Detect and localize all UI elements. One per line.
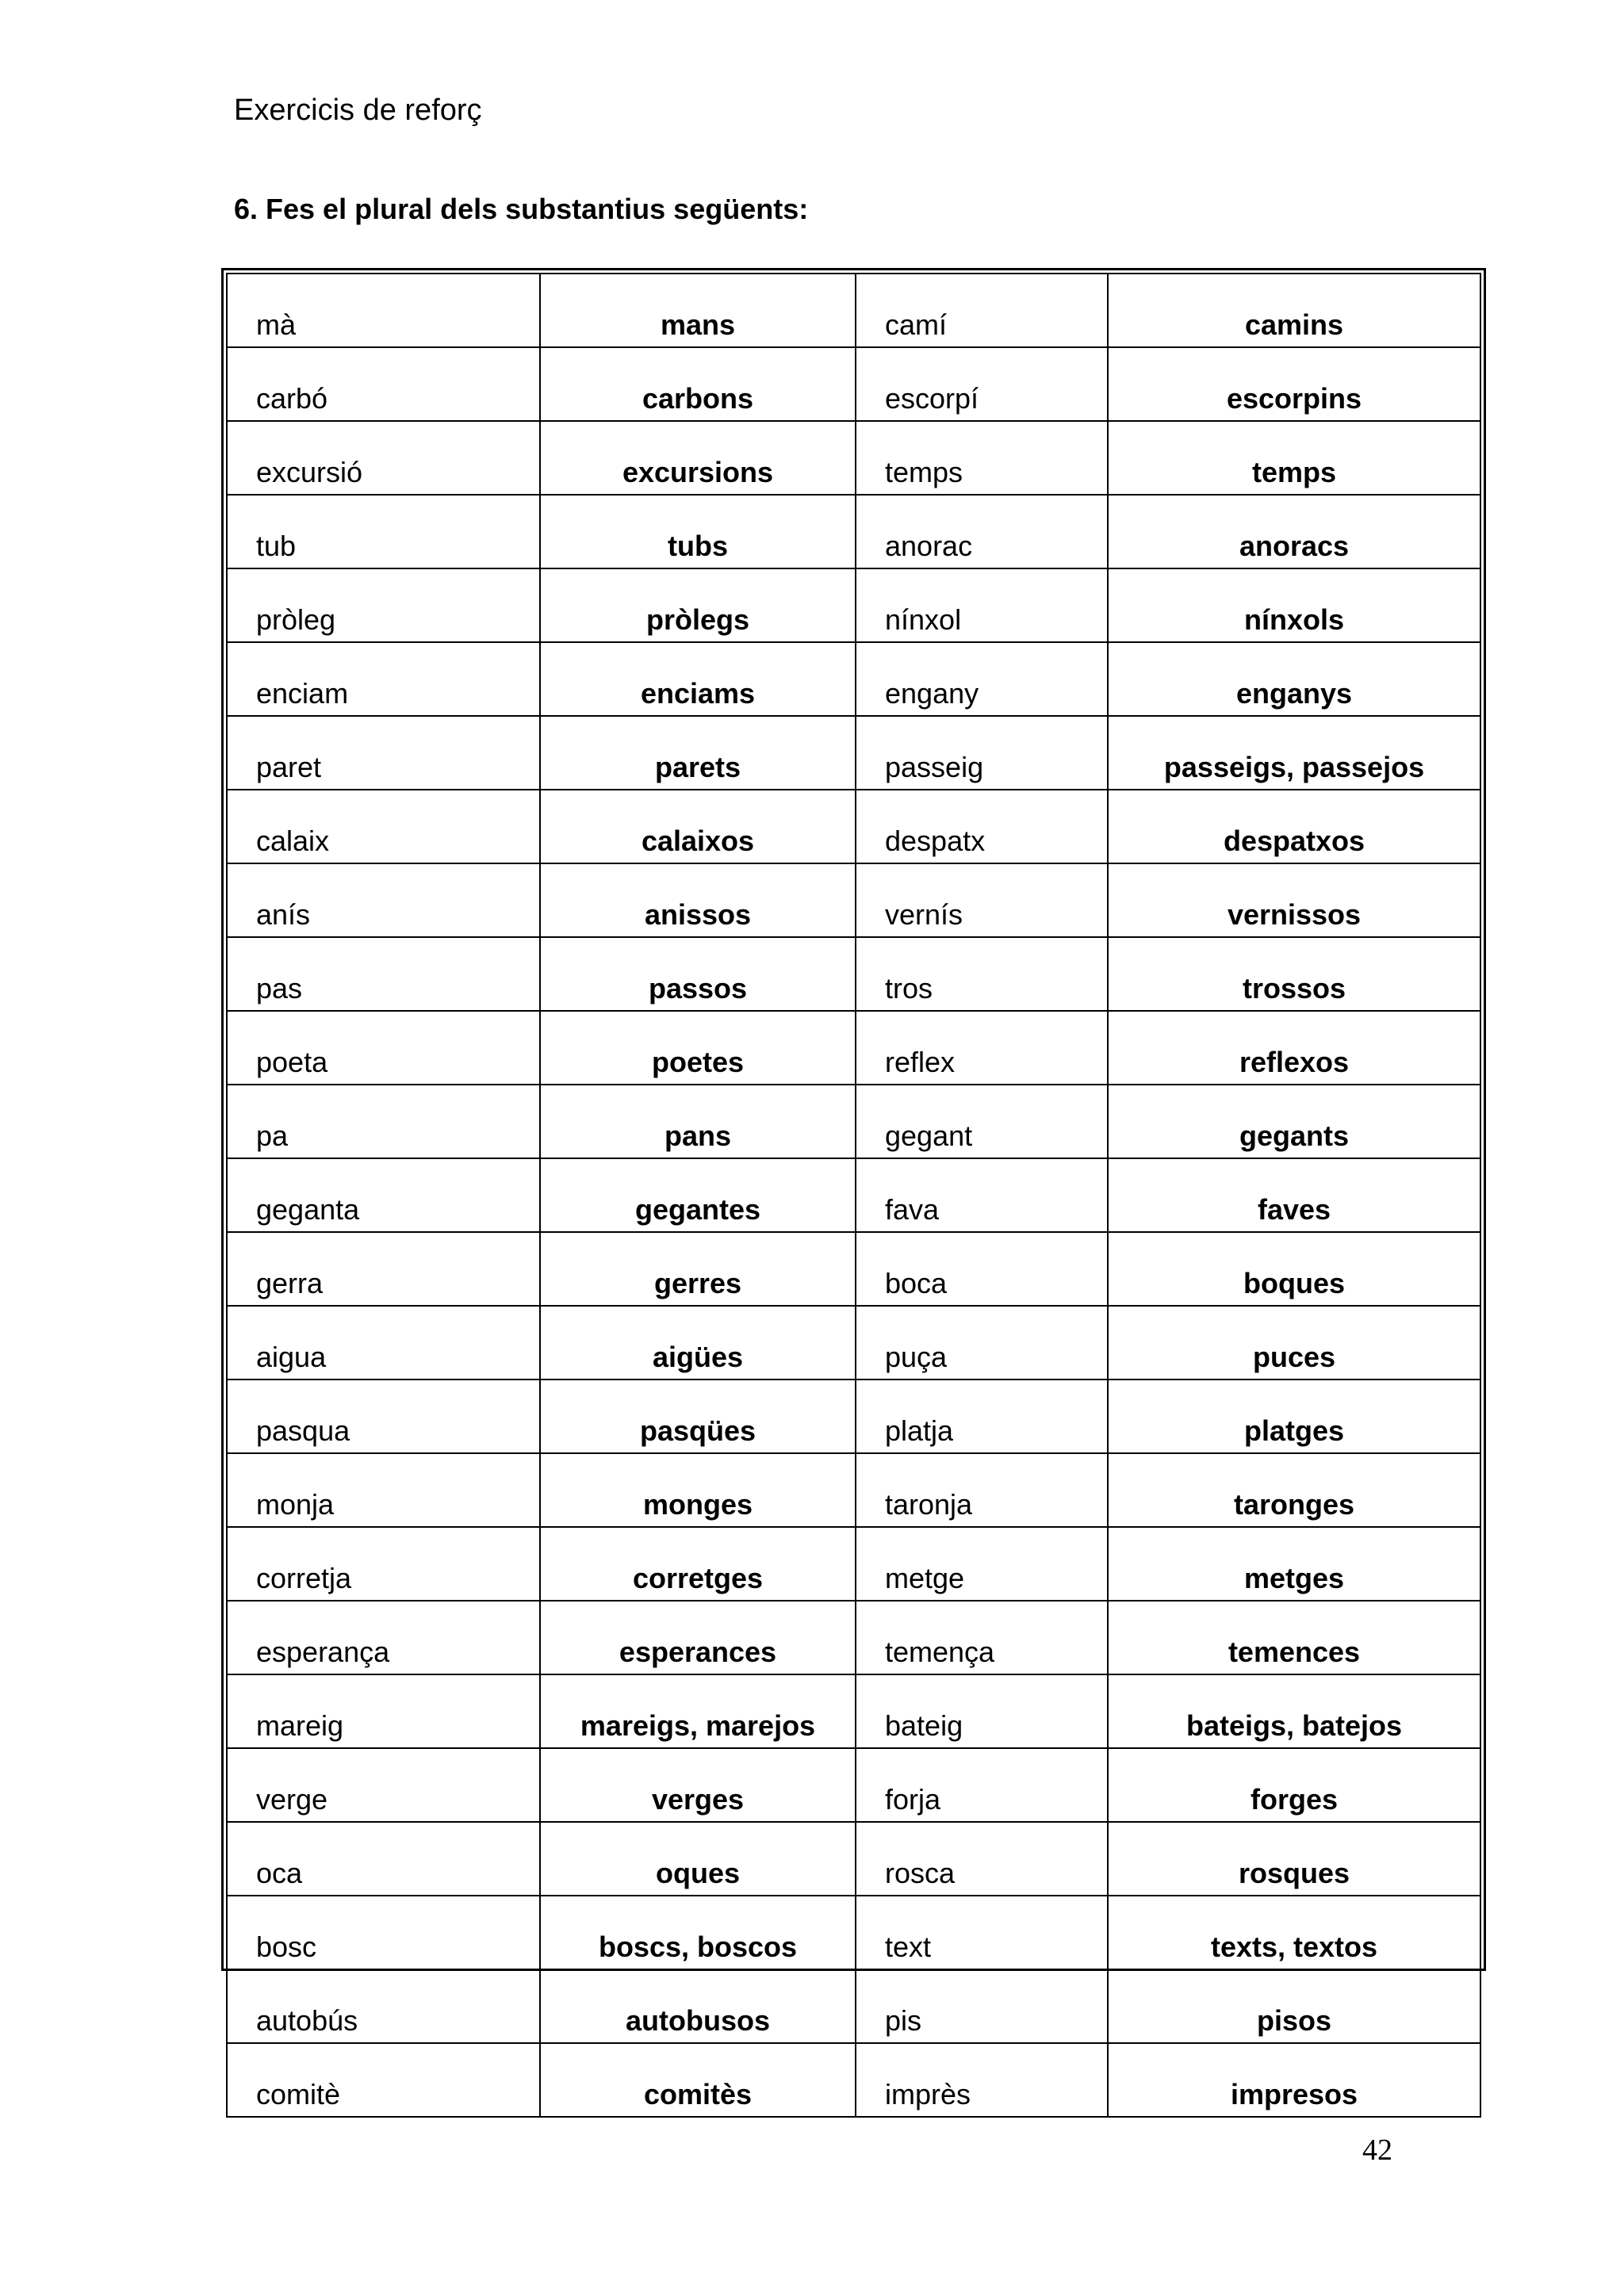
- singular-right-cell: nínxol: [856, 568, 1108, 642]
- table-row: [227, 421, 1480, 495]
- plural-right-cell: temps: [1108, 421, 1480, 495]
- singular-left-cell: carbó: [227, 347, 540, 421]
- singular-left-cell: monja: [227, 1453, 540, 1527]
- plural-right-cell: anoracs: [1108, 495, 1480, 568]
- singular-left-cell: excursió: [227, 421, 540, 495]
- plural-right-cell: faves: [1108, 1158, 1480, 1232]
- plural-left-cell: tubs: [540, 495, 856, 568]
- singular-right-cell: taronja: [856, 1453, 1108, 1527]
- plural-right-cell: pisos: [1108, 1969, 1480, 2043]
- singular-right-cell: vernís: [856, 863, 1108, 937]
- singular-left-cell: mareig: [227, 1674, 540, 1748]
- singular-left-cell: pa: [227, 1085, 540, 1158]
- plural-right-cell: texts, textos: [1108, 1896, 1480, 1969]
- singular-right-cell: puça: [856, 1306, 1108, 1380]
- table-row: [227, 2043, 1480, 2117]
- table-row: [227, 347, 1480, 421]
- plural-right-cell: metges: [1108, 1527, 1480, 1601]
- singular-right-cell: tros: [856, 937, 1108, 1011]
- table-row: [227, 790, 1480, 863]
- plural-left-cell: anissos: [540, 863, 856, 937]
- table-row: [227, 1158, 1480, 1232]
- singular-right-cell: engany: [856, 642, 1108, 716]
- plural-left-cell: pròlegs: [540, 568, 856, 642]
- singular-left-cell: aigua: [227, 1306, 540, 1380]
- plural-left-cell: poetes: [540, 1011, 856, 1085]
- plural-left-cell: verges: [540, 1748, 856, 1822]
- plural-table-body: [227, 274, 1480, 2117]
- singular-left-cell: esperança: [227, 1601, 540, 1674]
- table-row: [227, 1674, 1480, 1748]
- singular-right-cell: temença: [856, 1601, 1108, 1674]
- plural-left-cell: parets: [540, 716, 856, 790]
- plural-right-cell: puces: [1108, 1306, 1480, 1380]
- singular-left-cell: poeta: [227, 1011, 540, 1085]
- plural-left-cell: corretges: [540, 1527, 856, 1601]
- plural-right-cell: nínxols: [1108, 568, 1480, 642]
- singular-right-cell: camí: [856, 274, 1108, 347]
- table-row: [227, 1085, 1480, 1158]
- plural-right-cell: enganys: [1108, 642, 1480, 716]
- plural-left-cell: monges: [540, 1453, 856, 1527]
- plural-left-cell: pasqües: [540, 1380, 856, 1453]
- singular-left-cell: enciam: [227, 642, 540, 716]
- plural-left-cell: gerres: [540, 1232, 856, 1306]
- exercise-title: 6. Fes el plural dels substantius següents:: [234, 193, 809, 225]
- table-row: [227, 1453, 1480, 1527]
- singular-left-cell: comitè: [227, 2043, 540, 2117]
- plural-right-cell: boques: [1108, 1232, 1480, 1306]
- plural-right-cell: impresos: [1108, 2043, 1480, 2117]
- singular-right-cell: escorpí: [856, 347, 1108, 421]
- singular-right-cell: bateig: [856, 1674, 1108, 1748]
- singular-left-cell: geganta: [227, 1158, 540, 1232]
- plural-left-cell: mareigs, marejos: [540, 1674, 856, 1748]
- plural-left-cell: calaixos: [540, 790, 856, 863]
- plural-right-cell: escorpins: [1108, 347, 1480, 421]
- plural-left-cell: excursions: [540, 421, 856, 495]
- singular-right-cell: despatx: [856, 790, 1108, 863]
- plural-left-cell: passos: [540, 937, 856, 1011]
- table-row: [227, 1527, 1480, 1601]
- singular-right-cell: gegant: [856, 1085, 1108, 1158]
- plural-left-cell: carbons: [540, 347, 856, 421]
- plural-right-cell: passeigs, passejos: [1108, 716, 1480, 790]
- plural-right-cell: reflexos: [1108, 1011, 1480, 1085]
- plural-left-cell: boscs, boscos: [540, 1896, 856, 1969]
- singular-right-cell: pis: [856, 1969, 1108, 2043]
- page-number: 42: [1362, 2133, 1392, 2167]
- singular-left-cell: pròleg: [227, 568, 540, 642]
- plural-left-cell: comitès: [540, 2043, 856, 2117]
- plural-left-cell: esperances: [540, 1601, 856, 1674]
- singular-right-cell: temps: [856, 421, 1108, 495]
- singular-right-cell: reflex: [856, 1011, 1108, 1085]
- singular-right-cell: passeig: [856, 716, 1108, 790]
- table-row: [227, 1969, 1480, 2043]
- table-row: [227, 1601, 1480, 1674]
- singular-right-cell: text: [856, 1896, 1108, 1969]
- table-row: [227, 937, 1480, 1011]
- plural-right-cell: bateigs, batejos: [1108, 1674, 1480, 1748]
- singular-right-cell: metge: [856, 1527, 1108, 1601]
- plural-left-cell: oques: [540, 1822, 856, 1896]
- singular-left-cell: corretja: [227, 1527, 540, 1601]
- singular-left-cell: pasqua: [227, 1380, 540, 1453]
- table-row: [227, 716, 1480, 790]
- table-row: [227, 1822, 1480, 1896]
- singular-right-cell: rosca: [856, 1822, 1108, 1896]
- table-row: [227, 568, 1480, 642]
- plural-left-cell: pans: [540, 1085, 856, 1158]
- page-header-title: Exercicis de reforç: [234, 94, 482, 127]
- plural-right-cell: forges: [1108, 1748, 1480, 1822]
- singular-right-cell: fava: [856, 1158, 1108, 1232]
- table-row: [227, 1306, 1480, 1380]
- singular-left-cell: bosc: [227, 1896, 540, 1969]
- plural-left-cell: mans: [540, 274, 856, 347]
- singular-right-cell: platja: [856, 1380, 1108, 1453]
- singular-right-cell: anorac: [856, 495, 1108, 568]
- plural-right-cell: rosques: [1108, 1822, 1480, 1896]
- plural-left-cell: enciams: [540, 642, 856, 716]
- singular-left-cell: gerra: [227, 1232, 540, 1306]
- plural-right-cell: taronges: [1108, 1453, 1480, 1527]
- table-row: [227, 274, 1480, 347]
- plural-right-cell: trossos: [1108, 937, 1480, 1011]
- table-row: [227, 642, 1480, 716]
- table-row: [227, 863, 1480, 937]
- table-row: [227, 1232, 1480, 1306]
- singular-left-cell: pas: [227, 937, 540, 1011]
- singular-left-cell: verge: [227, 1748, 540, 1822]
- singular-left-cell: anís: [227, 863, 540, 937]
- table-row: [227, 495, 1480, 568]
- table-row: [227, 1896, 1480, 1969]
- table-row: [227, 1748, 1480, 1822]
- singular-right-cell: boca: [856, 1232, 1108, 1306]
- singular-left-cell: calaix: [227, 790, 540, 863]
- singular-right-cell: forja: [856, 1748, 1108, 1822]
- singular-left-cell: mà: [227, 274, 540, 347]
- table-row: [227, 1380, 1480, 1453]
- plural-table-frame: [221, 268, 1486, 2110]
- plural-left-cell: aigües: [540, 1306, 856, 1380]
- plural-left-cell: gegantes: [540, 1158, 856, 1232]
- singular-left-cell: tub: [227, 495, 540, 568]
- singular-left-cell: oca: [227, 1822, 540, 1896]
- plural-right-cell: camins: [1108, 274, 1480, 347]
- singular-left-cell: autobús: [227, 1969, 540, 2043]
- plural-table: [226, 273, 1481, 2118]
- plural-left-cell: autobusos: [540, 1969, 856, 2043]
- table-row: [227, 1011, 1480, 1085]
- plural-right-cell: temences: [1108, 1601, 1480, 1674]
- plural-right-cell: platges: [1108, 1380, 1480, 1453]
- plural-right-cell: vernissos: [1108, 863, 1480, 937]
- plural-right-cell: gegants: [1108, 1085, 1480, 1158]
- plural-right-cell: despatxos: [1108, 790, 1480, 863]
- singular-left-cell: paret: [227, 716, 540, 790]
- singular-right-cell: imprès: [856, 2043, 1108, 2117]
